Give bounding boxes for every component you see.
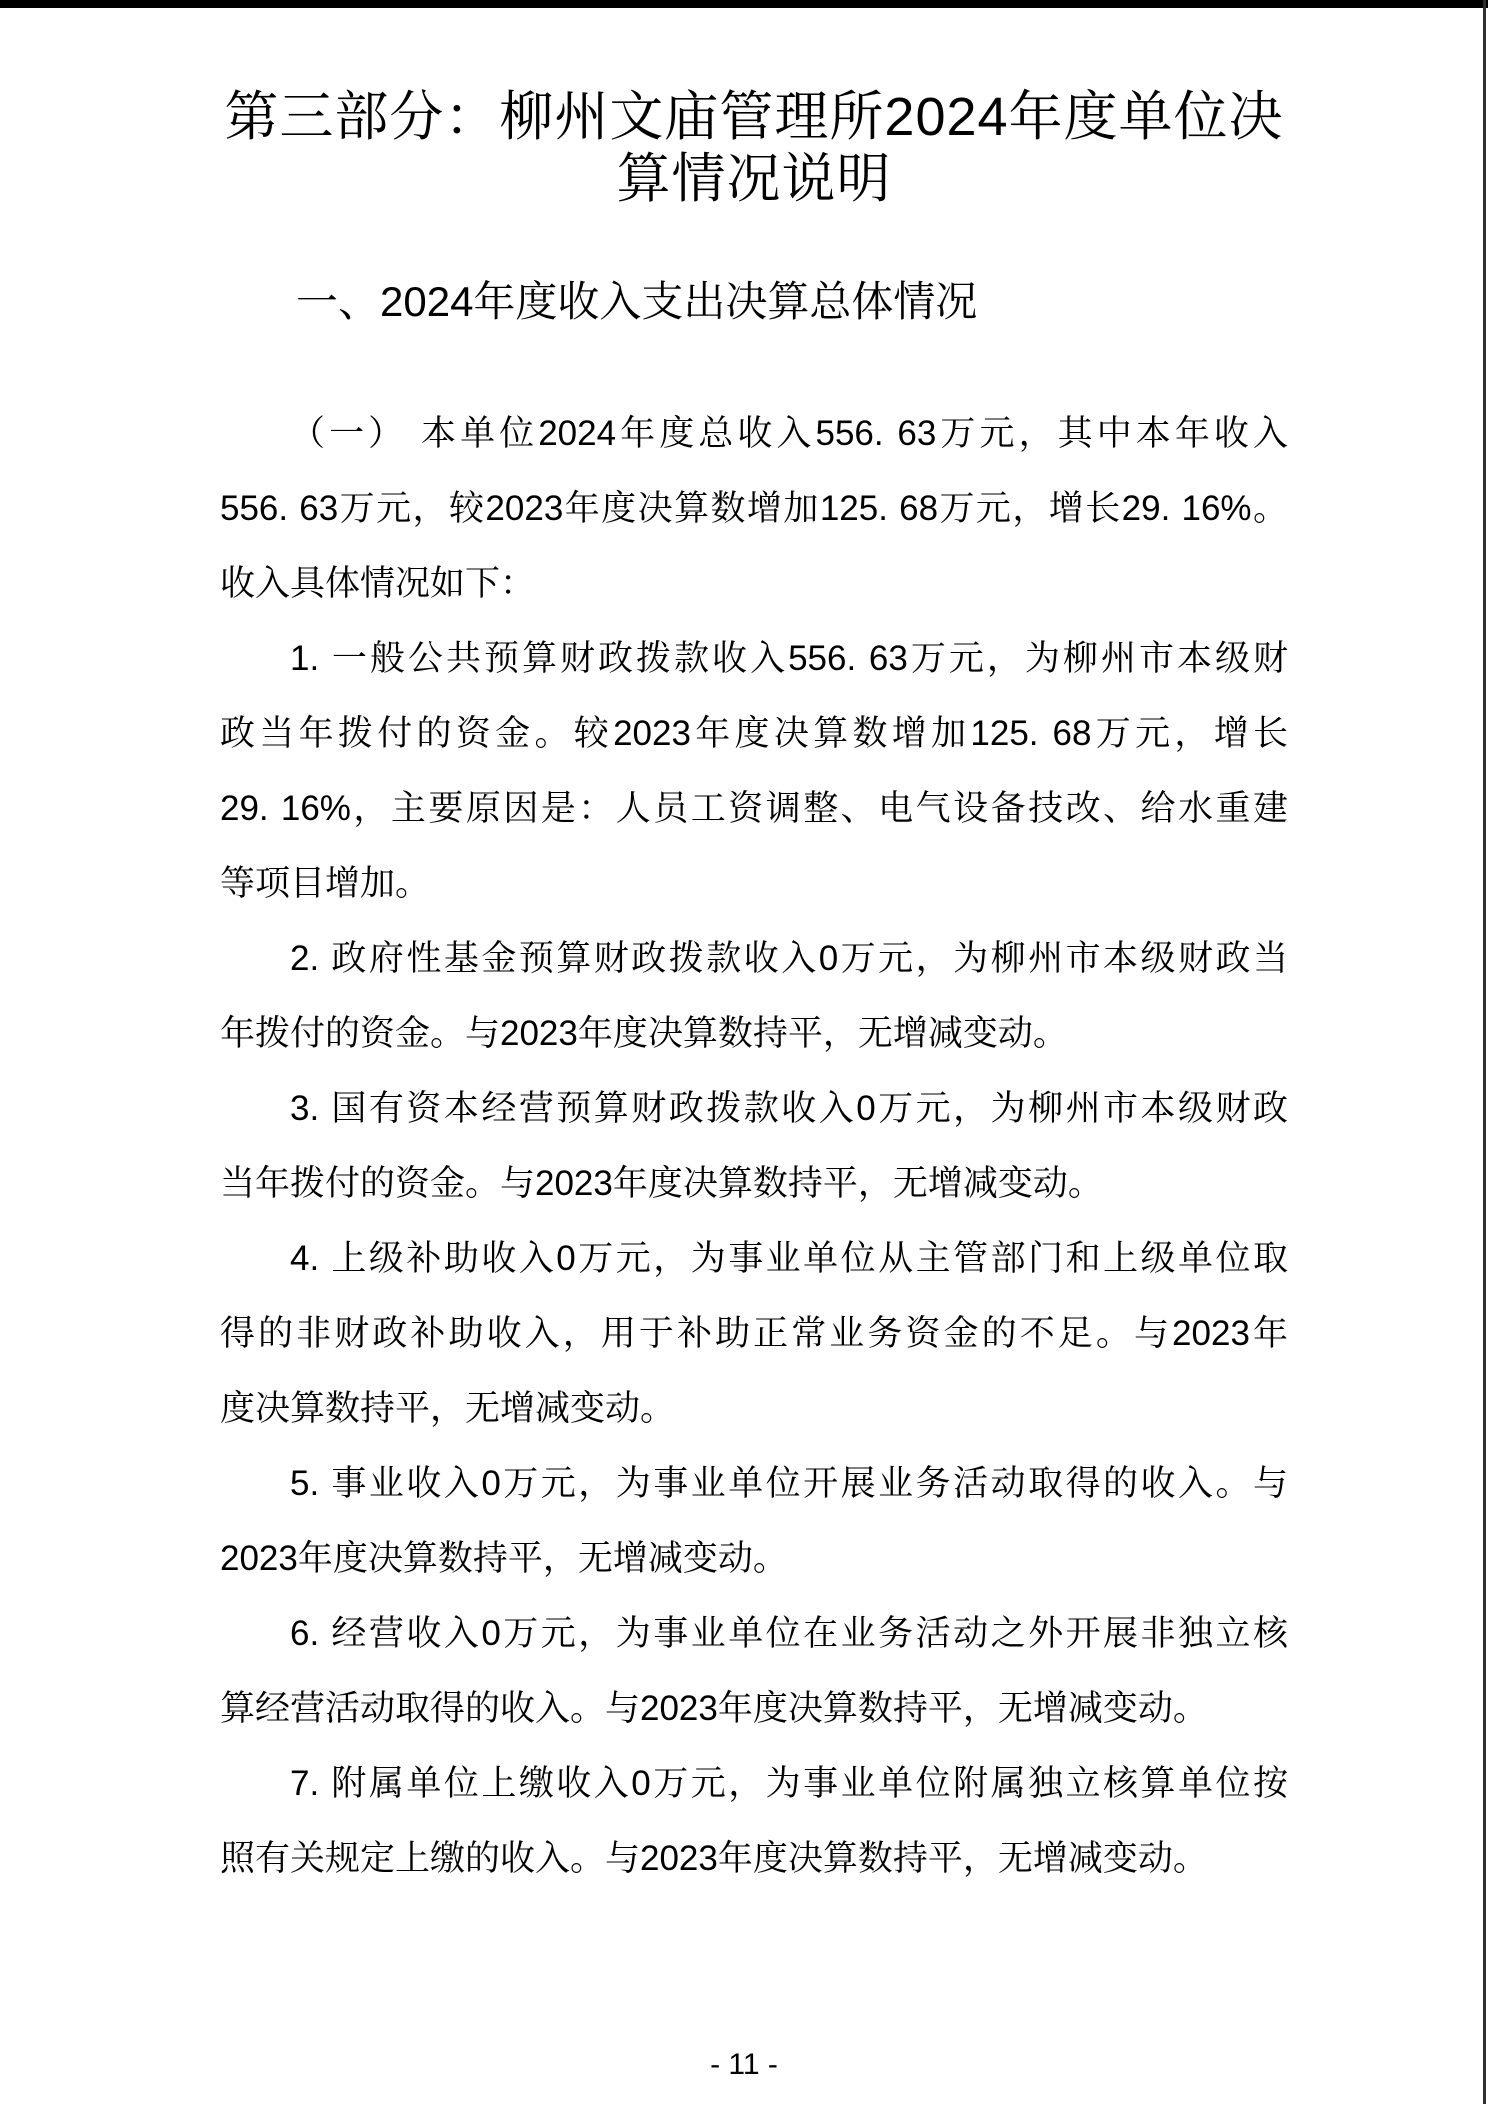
body-line: 1. 一般公共预算财政拨款收入556. 63万元，为柳州市本级财 bbox=[290, 639, 1288, 678]
paragraph bbox=[220, 1071, 1288, 1221]
body-line: （一） 本单位2024年度总收入556. 63万元，其中本年收入 bbox=[290, 414, 1288, 453]
paragraph bbox=[220, 1446, 1288, 1596]
document-body bbox=[220, 396, 1288, 1896]
paragraph bbox=[220, 921, 1288, 1071]
paragraph bbox=[220, 396, 1288, 621]
body-line: 政当年拨付的资金。较2023年度决算数增加125. 68万元，增长 bbox=[220, 714, 1288, 753]
scan-top-border bbox=[0, 0, 1488, 8]
section-heading: 一、2024年度收入支出决算总体情况 bbox=[296, 278, 978, 325]
body-line: 年拨付的资金。与2023年度决算数持平，无增减变动。 bbox=[220, 1014, 1068, 1053]
body-line: 7. 附属单位上缴收入0万元，为事业单位附属独立核算单位按 bbox=[290, 1764, 1288, 1803]
body-line: 3. 国有资本经营预算财政拨款收入0万元，为柳州市本级财政 bbox=[290, 1089, 1288, 1128]
page-number: - 11 - bbox=[710, 2048, 778, 2081]
body-line: 得的非财政补助收入，用于补助正常业务资金的不足。与2023年 bbox=[220, 1314, 1288, 1353]
body-line: 5. 事业收入0万元，为事业单位开展业务活动取得的收入。与 bbox=[290, 1464, 1288, 1503]
document-content bbox=[0, 86, 1488, 1896]
document-title-line-2: 算情况说明 bbox=[616, 149, 892, 209]
paragraph bbox=[220, 621, 1288, 921]
body-line: 29. 16%，主要原因是：人员工资调整、电气设备技改、给水重建 bbox=[220, 789, 1288, 828]
paragraph bbox=[220, 1221, 1288, 1446]
body-line: 2. 政府性基金预算财政拨款收入0万元，为柳州市本级财政当 bbox=[290, 939, 1288, 978]
body-line: 算经营活动取得的收入。与2023年度决算数持平，无增减变动。 bbox=[220, 1689, 1208, 1728]
paragraph bbox=[220, 1746, 1288, 1896]
body-line: 4. 上级补助收入0万元，为事业单位从主管部门和上级单位取 bbox=[290, 1239, 1288, 1278]
body-line: 等项目增加。 bbox=[220, 864, 431, 903]
body-line: 收入具体情况如下： bbox=[220, 564, 536, 603]
body-line: 照有关规定上缴的收入。与2023年度决算数持平，无增减变动。 bbox=[220, 1839, 1208, 1878]
document-title-line-1: 第三部分：柳州文庙管理所2024年度单位决 bbox=[224, 87, 1284, 147]
body-line: 度决算数持平，无增减变动。 bbox=[220, 1389, 676, 1428]
body-line: 556. 63万元，较2023年度决算数增加125. 68万元，增长29. 16%。 bbox=[220, 489, 1288, 528]
body-line: 2023年度决算数持平，无增减变动。 bbox=[220, 1539, 788, 1578]
body-line: 当年拨付的资金。与2023年度决算数持平，无增减变动。 bbox=[220, 1164, 1103, 1203]
body-line: 6. 经营收入0万元，为事业单位在业务活动之外开展非独立核 bbox=[290, 1614, 1288, 1653]
document-title bbox=[220, 86, 1288, 210]
paragraph bbox=[220, 1596, 1288, 1746]
